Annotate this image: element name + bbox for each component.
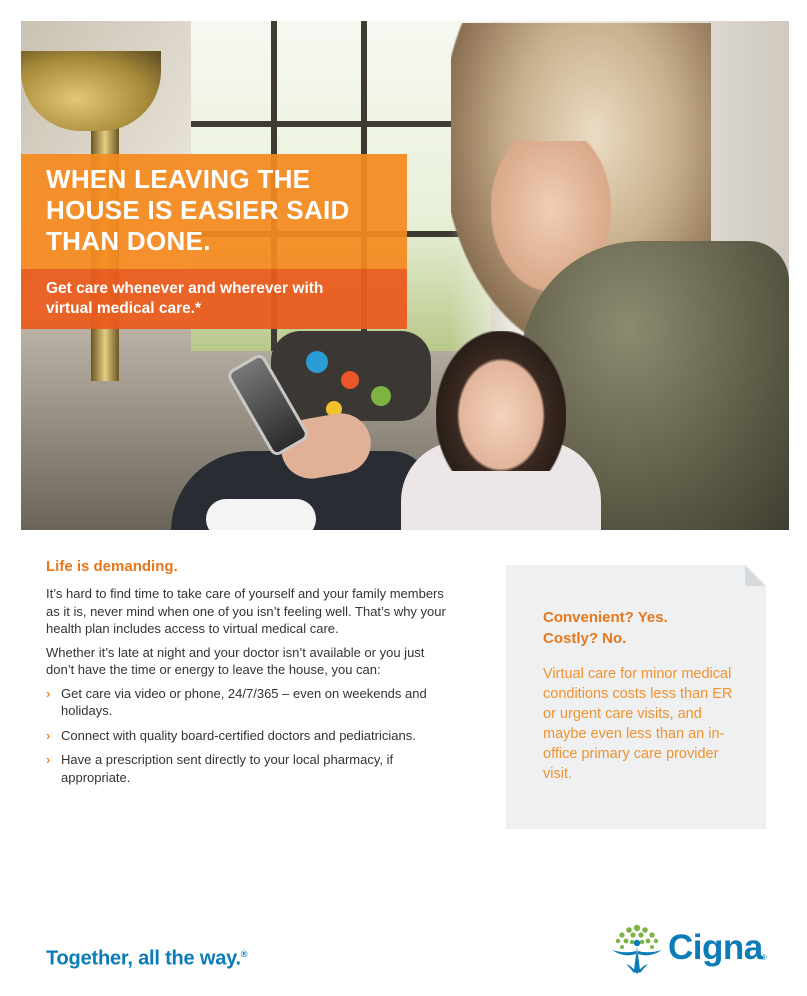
callout-text: Virtual care for minor medical conditions costs less than ER or urgent care visits, and maybe even less than an in-office primary care provider visit. — [543, 666, 733, 782]
intro-paragraph: It’s hard to find time to take care of yourself and your family members as it is, never mind when one of you isn’t feeling well. That’s why your health plan includes access to virtual medical care. — [46, 586, 446, 636]
cigna-logo — [608, 920, 773, 978]
headline: WHEN LEAVING THE HOUSE IS EASIER SAID THAN DONE. — [46, 164, 350, 256]
section-title: Life is demanding. — [46, 558, 178, 575]
benefits-list — [46, 685, 456, 787]
logo-wordmark: Cigna — [668, 928, 763, 967]
chevron-right-icon: › — [46, 685, 51, 701]
list-item: › Have a prescription sent directly to your local pharmacy, if appropriate. — [46, 752, 394, 785]
tagline: Together, all the way.® — [46, 947, 248, 970]
body-column — [46, 557, 456, 793]
callout-box — [506, 565, 766, 829]
headline-banner — [21, 154, 407, 269]
cigna-tree-person-icon — [608, 920, 666, 976]
callout-title: Convenient? Yes. Costly? No. — [543, 609, 668, 647]
second-paragraph: Whether it’s late at night and your doctor isn’t available or you just don’t have the time or energy to leave the house, you can: — [46, 644, 425, 677]
logo-registered-mark: ® — [761, 953, 767, 962]
subhead-banner — [21, 269, 407, 329]
registered-mark: ® — [240, 949, 248, 959]
chevron-right-icon: › — [46, 752, 51, 767]
chevron-right-icon: › — [46, 727, 51, 743]
subhead: Get care whenever and wherever with virtual medical care.* — [46, 280, 324, 317]
list-item: › Get care via video or phone, 24/7/365 – even on weekends and holidays. — [46, 685, 427, 718]
page-fold-corner — [745, 565, 766, 586]
list-item: › Connect with quality board-certified doctors and pediatricians. — [46, 727, 416, 743]
